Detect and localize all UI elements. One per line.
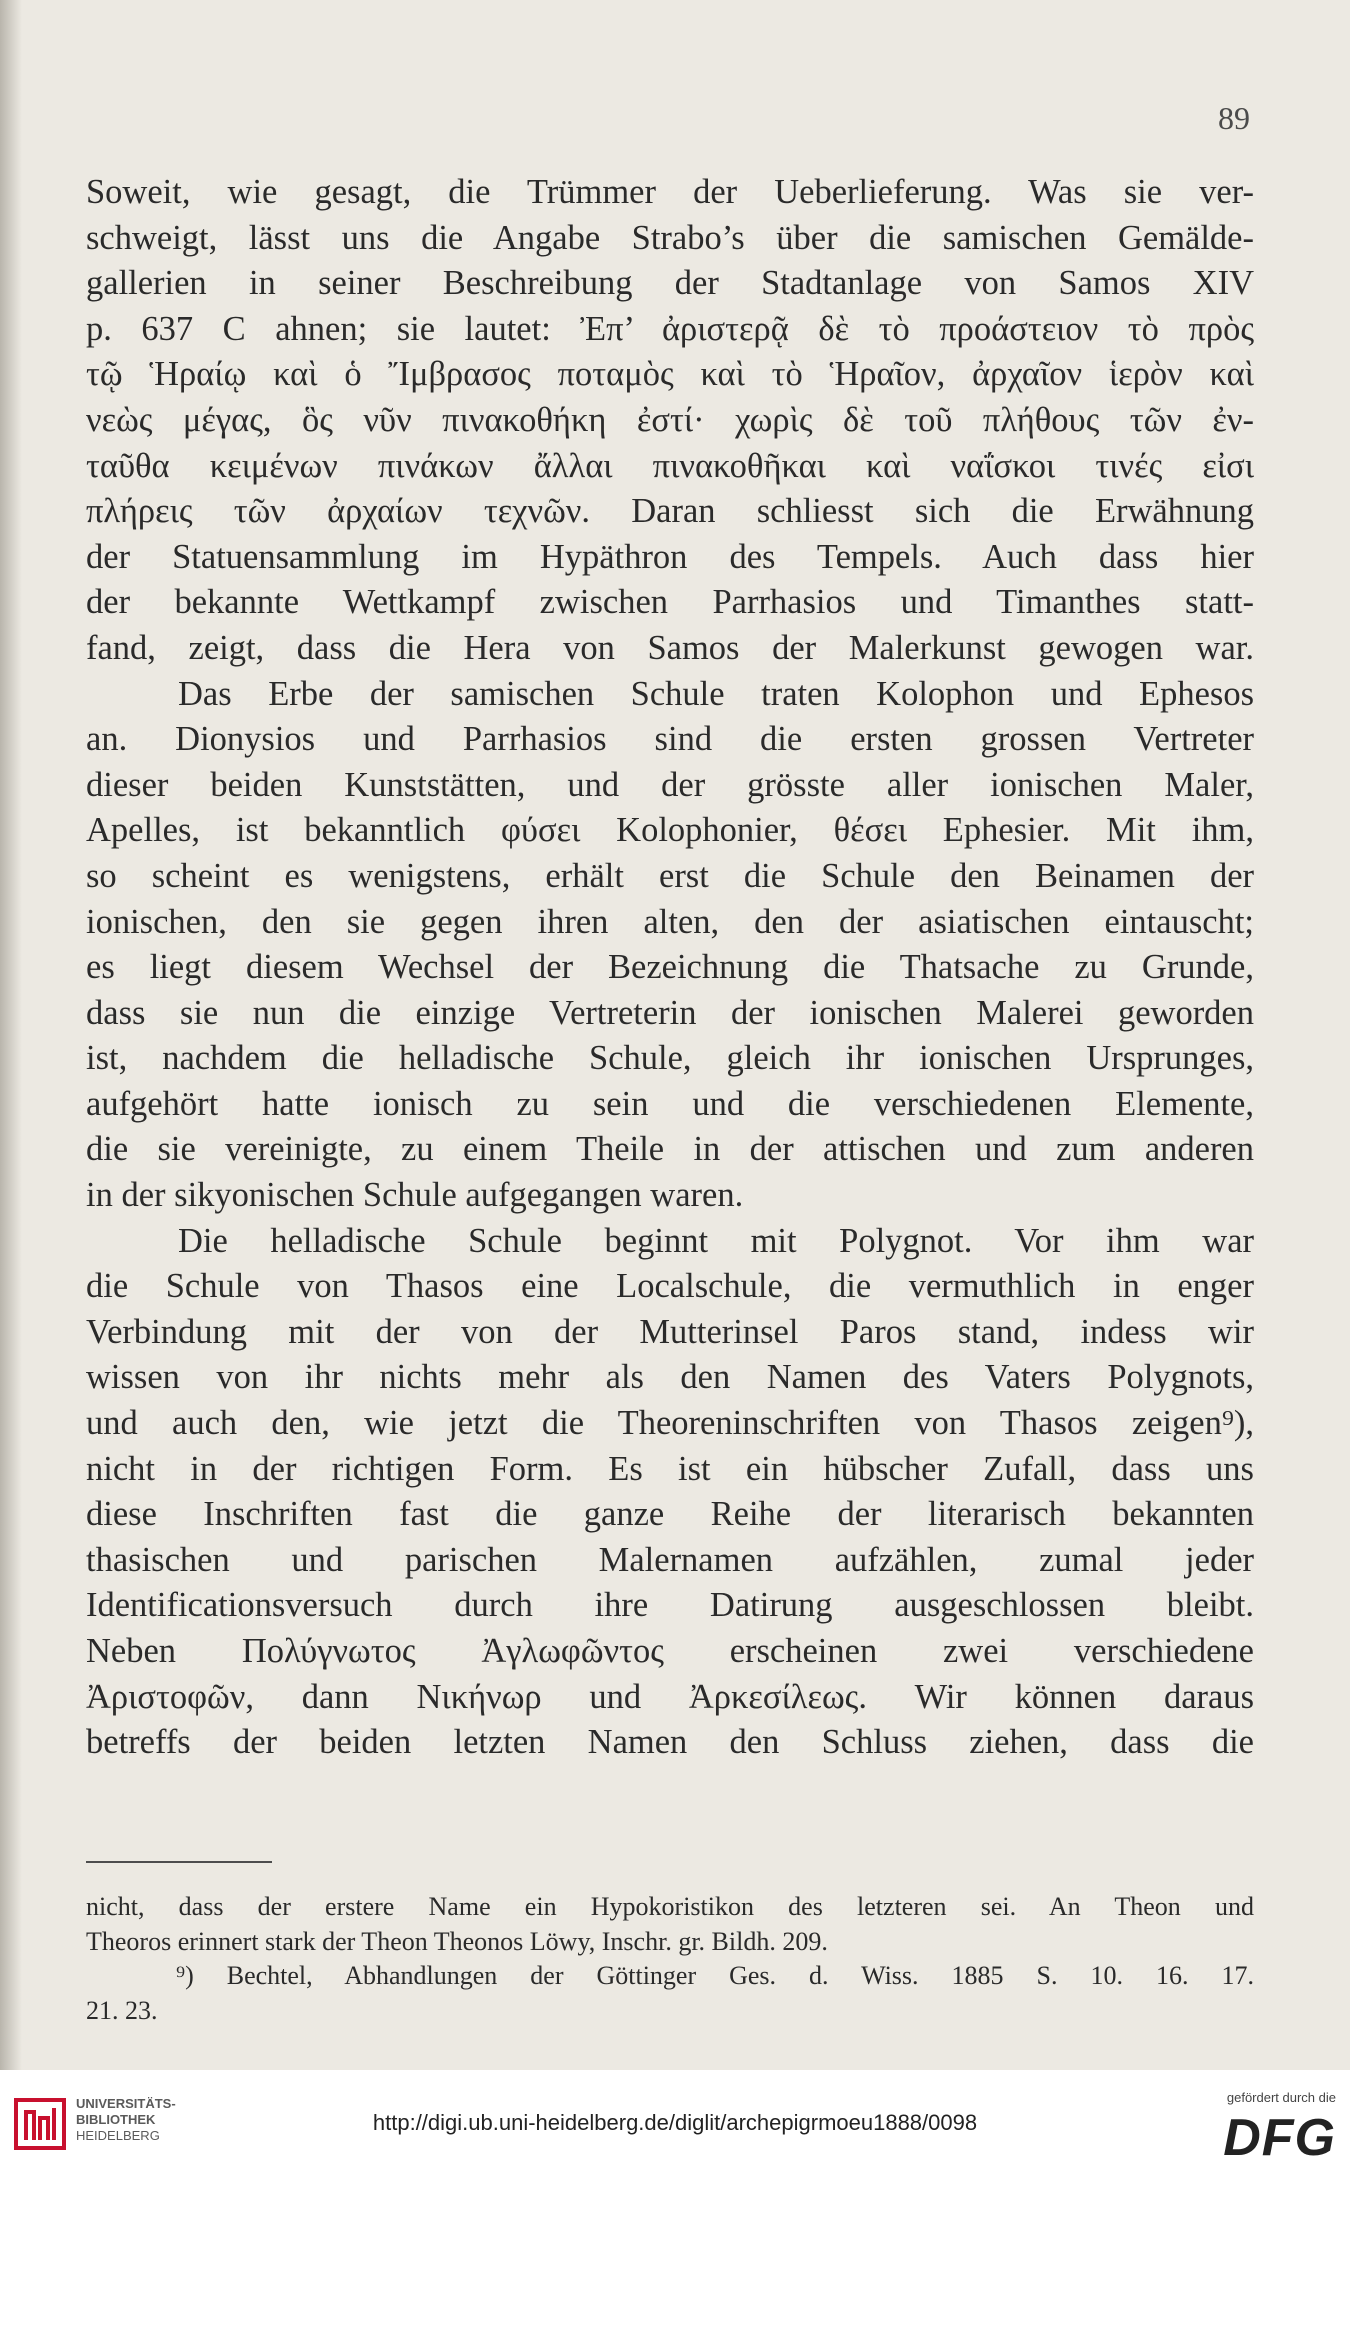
page-edge-shadow	[0, 0, 22, 2070]
text-line: thasischen und parischen Malernamen aufzählen, zumal jeder	[86, 1540, 1254, 1579]
text-line: betreffs der beiden letzten Namen den Schluss ziehen, dass die	[86, 1723, 1254, 1762]
text-line: p. 637 C ahnen; sie lautet: Ἐπ’ ἀριστερᾷ δὲ τὸ προάστειον τὸ πρὸς	[86, 309, 1254, 348]
text-line: Verbindung mit der von der Mutterinsel Paros stand, indess wir	[86, 1312, 1254, 1351]
footnote-9: ⁹) Bechtel, Abhandlungen der Göttinger Ges. d. Wiss. 1885 S. 10. 16. 17.	[176, 1961, 1254, 1991]
library-line: HEIDELBERG	[76, 2128, 160, 2143]
footnote-line: nicht, dass der erstere Name ein Hypokoristikon des letzteren sei. An Theon und	[86, 1892, 1254, 1921]
footnote-divider	[86, 1861, 272, 1863]
library-line: UNIVERSITÄTS-	[76, 2096, 176, 2111]
text-line: Apelles, ist bekanntlich φύσει Kolophonier, θέσει Ephesier. Mit ihm,	[86, 811, 1254, 850]
page-number: 89	[1218, 100, 1250, 136]
text-line: es liegt diesem Wechsel der Bezeichnung die Thatsache zu Grunde,	[86, 948, 1254, 987]
text-line: τῷ Ἡραίῳ καὶ ὁ Ἴμβρασος ποταμὸς καὶ τὸ Ἡραῖον, ἀρχαῖον ἱερὸν καὶ	[86, 355, 1254, 394]
paragraph-last-line: in der sikyonischen Schule aufgegangen waren.	[86, 1176, 744, 1215]
dfg-logo: DFG	[1223, 2109, 1336, 2167]
text-line: aufgehört hatte ionisch zu sein und die verschiedenen Elemente,	[86, 1084, 1254, 1123]
text-line: nicht in der richtigen Form. Es ist ein hübscher Zufall, dass uns	[86, 1449, 1254, 1488]
text-line: ionischen, den sie gegen ihren alten, den der asiatischen eintauscht;	[86, 902, 1254, 941]
footnotes	[86, 1890, 1254, 2029]
text-line: fand, zeigt, dass die Hera von Samos der Malerkunst gewogen war.	[86, 628, 1254, 667]
text-line: ταῦθα κειμένων πινάκων ἄλλαι πινακοθῆκαι καὶ ναΐσκοι τινές εἰσι	[86, 446, 1254, 485]
body-text	[86, 170, 1254, 1766]
text-line: der Statuensammlung im Hypäthron des Tempels. Auch dass hier	[86, 537, 1254, 576]
text-line: Ἀριστοφῶν, dann Νικήνωρ und Ἀρκεσίλεως. Wir können daraus	[86, 1677, 1254, 1716]
funding-note: gefördert durch die	[1226, 2090, 1336, 2105]
text-line: νεὼς μέγας, ὃς νῦν πινακοθήκη ἐστί· χωρὶς δὲ τοῦ πλήθους τῶν ἐν-	[86, 400, 1254, 439]
footnote-line: 21. 23.	[86, 1996, 158, 2026]
text-line: gallerien in seiner Beschreibung der Stadtanlage von Samos XIV	[86, 264, 1254, 303]
footnote-line: Theoros erinnert stark der Theon Theonos Löwy, Inschr. gr. Bildh. 209.	[86, 1926, 828, 1956]
library-line: BIBLIOTHEK	[76, 2112, 156, 2127]
text-line: Identificationsversuch durch ihre Datirung ausgeschlossen bleibt.	[86, 1586, 1254, 1625]
text-line: dass sie nun die einzige Vertreterin der ionischen Malerei geworden	[86, 993, 1254, 1032]
text-line: die sie vereinigte, zu einem Theile in der attischen und zum anderen	[86, 1130, 1254, 1169]
text-line: diese Inschriften fast die ganze Reihe der literarisch bekannten	[86, 1495, 1254, 1534]
text-line: die Schule von Thasos eine Localschule, die vermuthlich in enger	[86, 1267, 1254, 1306]
text-line: πλήρεις τῶν ἀρχαίων τεχνῶν. Daran schliesst sich die Erwähnung	[86, 492, 1254, 531]
text-line: schweigt, lässt uns die Angabe Strabo’s über die samischen Gemälde-	[86, 218, 1254, 257]
text-line: ist, nachdem die helladische Schule, gleich ihr ionischen Ursprunges,	[86, 1039, 1254, 1078]
text-line: und auch den, wie jetzt die Theoreninschriften von Thasos zeigen⁹),	[86, 1404, 1254, 1443]
text-line: so scheint es wenigstens, erhält erst die Schule den Beinamen der	[86, 856, 1254, 895]
text-line: an. Dionysios und Parrhasios sind die ersten grossen Vertreter	[86, 720, 1254, 759]
text-line: der bekannte Wettkampf zwischen Parrhasios und Timanthes statt-	[86, 583, 1254, 622]
text-line: wissen von ihr nichts mehr als den Namen des Vaters Polygnots,	[86, 1358, 1254, 1397]
text-line: Neben Πολύγνωτος Ἀγλωφῶντος erscheinen zwei verschiedene	[86, 1632, 1254, 1670]
paragraph-first-line: Das Erbe der samischen Schule traten Kolophon und Ephesos	[178, 674, 1254, 713]
text-line: Soweit, wie gesagt, die Trümmer der Ueberlieferung. Was sie ver-	[86, 173, 1254, 211]
text-line: dieser beiden Kunststätten, und der grösste aller ionischen Maler,	[86, 765, 1254, 804]
source-url-link[interactable]: http://digi.ub.uni-heidelberg.de/diglit/archepigrmoeu1888/0098	[372, 2110, 978, 2135]
paragraph-first-line: Die helladische Schule beginnt mit Polygnot. Vor ihm war	[178, 1221, 1254, 1260]
